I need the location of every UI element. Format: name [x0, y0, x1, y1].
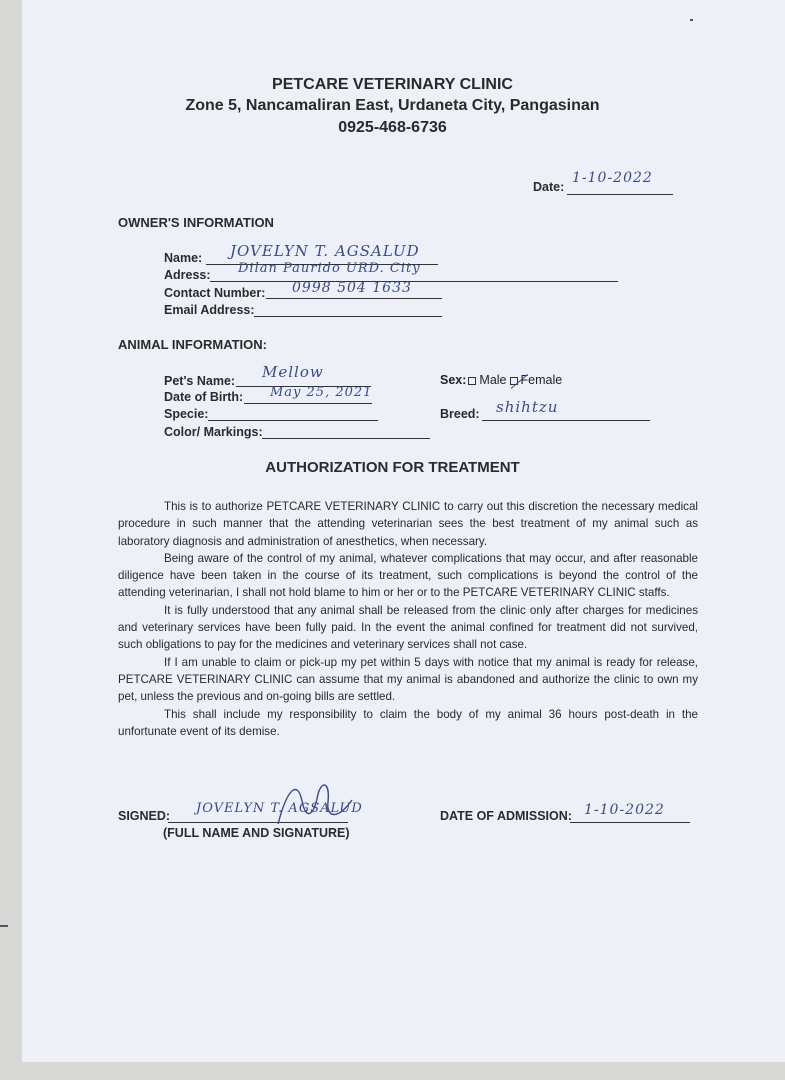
owner-name-value: JOVELYN T. AGSALUD — [230, 242, 420, 260]
color-markings-line — [262, 438, 430, 439]
male-checkbox[interactable] — [468, 377, 476, 385]
owner-section-title: OWNER'S INFORMATION — [118, 215, 274, 230]
authorization-paragraph: This is to authorize PETCARE VETERINARY CLINIC to carry out this discretion the necessary medical procedure in such manner that the attending veterinarian sees the best treatment of my animal such as laboratory diagnosis and administration of anesthetics, when necessary. — [118, 500, 698, 548]
clinic-name: PETCARE VETERINARY CLINIC — [272, 76, 513, 93]
admission-date-line — [570, 822, 690, 823]
specie-line — [208, 420, 378, 421]
email-line — [254, 316, 442, 317]
dob-label: Date of Birth: — [164, 390, 244, 404]
admission-date-label: DATE OF ADMISSION: — [440, 809, 572, 823]
date-line — [567, 194, 673, 195]
owner-address-line — [210, 281, 618, 282]
female-option-label: Female — [520, 373, 563, 387]
contact-number-label: Contact Number: — [164, 286, 266, 300]
signed-label: SIGNED: — [118, 809, 171, 823]
dob-value: May 25, 2021 — [270, 385, 373, 400]
authorization-paragraph: Being aware of the control of my animal, whatever complications that may occur, and after reasonable diligence have been taken in the course of its treatment, such complications is beyond the control of the attending veterinarian, I shall not hold blame to him or her or to the PETCARE VETERINARY CLINIC staffs. — [118, 551, 698, 600]
breed-label: Breed: — [440, 407, 480, 421]
male-option-label: Male — [479, 373, 507, 387]
pet-name-value: Mellow — [262, 363, 324, 381]
contact-number-line — [266, 298, 442, 299]
color-markings-label: Color/ Markings: — [164, 425, 263, 439]
breed-line — [482, 420, 650, 421]
authorization-paragraph: If I am unable to claim or pick-up my pet within 5 days with notice that my animal is ready for release, PETCARE VETERINARY CLINIC can assume that my animal is abandoned and authorize the clinic to own my pet, unless the previous and on-going bills are settled. — [118, 655, 698, 704]
sex-label: Sex: — [440, 373, 467, 387]
animal-section-title: ANIMAL INFORMATION: — [118, 337, 267, 352]
authorization-paragraph: This shall include my responsibility to claim the body of my animal 36 hours post-death in the unfortunate event of its demise. — [118, 707, 698, 738]
admission-date-value: 1-10-2022 — [584, 802, 665, 818]
authorization-title: AUTHORIZATION FOR TREATMENT — [265, 459, 520, 476]
dob-line — [244, 403, 372, 404]
scan-speck — [690, 19, 693, 21]
pet-name-label: Pet's Name: — [164, 374, 236, 388]
clinic-phone: 0925-468-6736 — [338, 119, 447, 136]
breed-value: shihtzu — [496, 398, 559, 416]
signature-scribble — [268, 776, 358, 832]
specie-label: Specie: — [164, 407, 209, 421]
contact-number-value: 0998 504 1633 — [292, 280, 412, 296]
authorization-text — [118, 498, 698, 740]
date-label: Date: — [533, 180, 565, 194]
owner-name-label: Name: — [164, 251, 203, 265]
owner-address-value: Dilan Paurido URD. City — [238, 261, 421, 276]
owner-address-label: Adress: — [164, 268, 211, 282]
clinic-address: Zone 5, Nancamaliran East, Urdaneta City, Pangasinan — [185, 97, 600, 114]
authorization-paragraph: It is fully understood that any animal shall be released from the clinic only after charges for medicines and veterinary services have been fully paid. In the event the animal confined for treatment did not survived, such obligations to pay for the medicines and veterinary services shall not case. — [118, 603, 698, 652]
date-value: 1-10-2022 — [572, 170, 653, 186]
email-label: Email Address: — [164, 303, 255, 317]
sex-field — [440, 373, 562, 387]
scan-speck — [0, 925, 8, 927]
signature-value: JOVELYN T. AGSALUD — [196, 801, 363, 816]
signature-caption: (FULL NAME AND SIGNATURE) — [163, 826, 350, 840]
